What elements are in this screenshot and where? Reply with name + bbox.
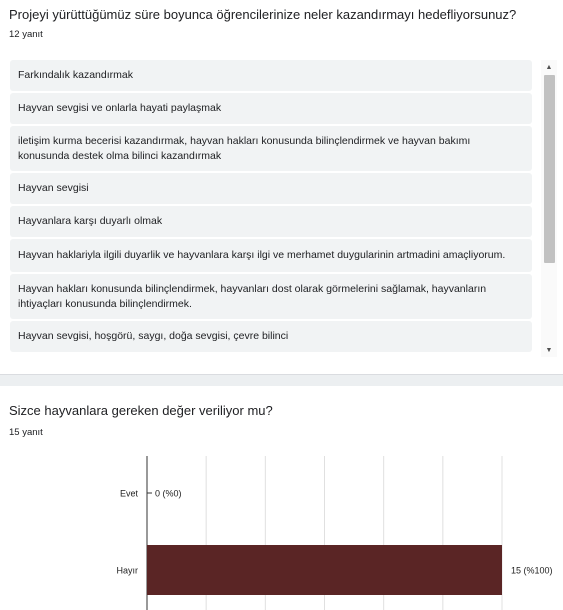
question-2-title: Sizce hayvanlara gereken değer veriliyor mu?: [9, 403, 273, 418]
category-label: Hayır: [116, 565, 138, 576]
answer-item: Hayvan haklariyla ilgili duyarlik ve hayvanlara karşı ilgi ve merhamet duygularinin artmadini amaçliyorum.: [10, 239, 532, 272]
question-2-card: [0, 386, 563, 610]
scroll-down-arrow-icon[interactable]: ▼: [545, 346, 553, 354]
answer-item: iletişim kurma becerisi kazandırmak, hayvan hakları konusunda bilinçlendirmek ve hayvan bakımı konusunda destek olma bilinci kazandırmak: [10, 126, 532, 171]
answer-item: Hayvan hakları konusunda bilinçlendirmek, hayvanları dost olarak görmelerini sağlamak, hayvanların ihtiyaçları konusunda bilinçlendirmek.: [10, 274, 532, 319]
question-2-response-count: 15 yanıt: [9, 427, 43, 438]
answer-list-scrollbar[interactable]: [541, 60, 557, 357]
scroll-thumb[interactable]: [544, 75, 555, 263]
data-label: 15 (%100): [511, 565, 553, 576]
question-1-response-count: 12 yanıt: [9, 29, 43, 40]
answer-item: Hayvanlara karşı duyarlı olmak: [10, 206, 532, 237]
scroll-up-arrow-icon[interactable]: ▲: [545, 63, 553, 71]
data-label: 0 (%0): [155, 488, 182, 499]
category-label: Evet: [119, 488, 138, 499]
section-divider: [0, 374, 563, 386]
answer-item: Hayvan sevgisi ve onlarla hayati paylaşmak: [10, 93, 532, 124]
answer-item: Hayvan sevgisi, hoşgörü, saygı, doğa sevgisi, çevre bilinci: [10, 321, 532, 352]
question-1-title: Projeyi yürüttüğümüz süre boyunca öğrencilerinize neler kazandırmayı hedefliyorsunuz?: [9, 7, 517, 22]
answer-item: Farkındalık kazandırmak: [10, 60, 532, 91]
answer-item: Hayvan sevgisi: [10, 173, 532, 204]
answer-list[interactable]: [10, 60, 532, 357]
bar: [147, 545, 502, 595]
bar-chart: [0, 386, 563, 610]
